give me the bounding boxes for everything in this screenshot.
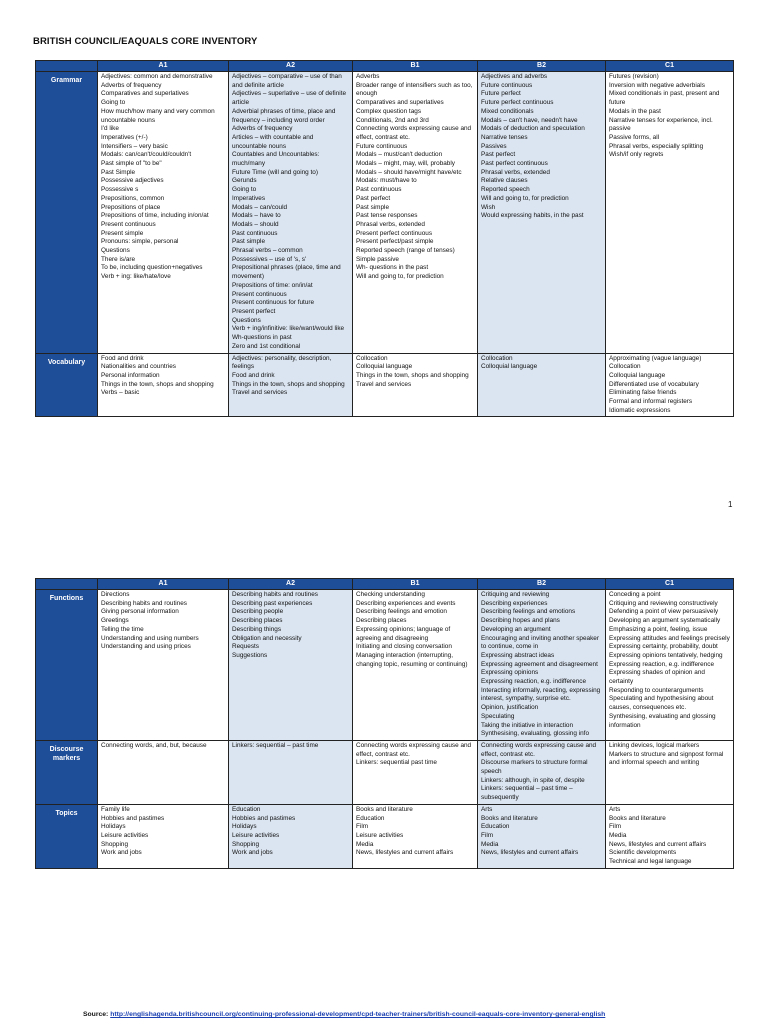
- cell-item: Things in the town, shops and shopping: [101, 380, 214, 388]
- cell-item: Comparatives and superlatives: [356, 99, 444, 107]
- cell-item: Passives: [481, 142, 507, 150]
- cell-item: Prepositions, common: [101, 194, 165, 202]
- cell-item: How much/how many and very common uncountable nouns: [101, 107, 215, 124]
- header-level: A1: [98, 579, 229, 590]
- cell-item: Expressing opinions tentatively, hedging: [609, 651, 723, 659]
- cell-item: Formal and informal registers: [609, 398, 693, 406]
- cell-item: Describing people: [232, 608, 284, 616]
- cell-item: Modals: can/can't/could/couldn't: [101, 151, 192, 159]
- cell-item: Questions: [101, 247, 130, 255]
- cell-item: Describing habits and routines: [232, 591, 318, 598]
- cell-item: Present perfect continuous: [356, 229, 433, 237]
- cell-item: Comparatives and superlatives: [101, 90, 189, 98]
- cell-item: Things in the town, shops and shopping: [356, 371, 469, 379]
- cell-item: Present continuous: [232, 290, 287, 298]
- cell-item: Adjectives: common and demonstrative: [101, 73, 213, 80]
- cell-item: Expressing reaction, e.g. indifference: [481, 678, 587, 686]
- cell-item: Speculating: [481, 712, 515, 720]
- row-category: Topics: [36, 804, 98, 868]
- cell-item: Understanding and using prices: [101, 643, 191, 651]
- table-cell: [229, 590, 353, 741]
- cell-item: Film: [481, 831, 494, 839]
- cell-item: Linkers: sequential – past time: [232, 741, 319, 749]
- cell-item: Critiquing and reviewing constructively: [609, 599, 718, 607]
- cell-item: Personal information: [101, 371, 160, 379]
- cell-item: Modals – should have/might have/etc: [356, 168, 462, 176]
- cell-item: Past perfect continuous: [481, 160, 548, 168]
- cell-item: Narrative tenses: [481, 133, 528, 141]
- table-cell: [98, 353, 229, 417]
- cell-item: Possessives – use of 's, s': [232, 255, 307, 263]
- cell-item: Conditionals, 2nd and 3rd: [356, 116, 429, 124]
- cell-item: Verbs – basic: [101, 389, 140, 397]
- cell-item: Nationalities and countries: [101, 363, 176, 371]
- cell-item: Food and drink: [101, 354, 144, 362]
- cell-item: Possessive adjectives: [101, 177, 164, 185]
- cell-item: Linkers: sequential past time: [356, 759, 437, 767]
- cell-item: Intensifiers – very basic: [101, 142, 168, 150]
- cell-item: Expressing reaction, e.g. indifference: [609, 660, 715, 668]
- cell-item: Phrasal verbs, extended: [356, 220, 425, 228]
- table-cell: [98, 740, 229, 804]
- cell-item: Adjectives and adverbs: [481, 73, 548, 80]
- cell-item: Expressing agreement and disagreement: [481, 660, 598, 668]
- cell-item: Differentiated use of vocabulary: [609, 380, 699, 388]
- cell-item: Requests: [232, 643, 259, 651]
- table-cell: [606, 740, 734, 804]
- cell-item: Interacting informally, reacting, expressing interest, sympathy, surprise etc.: [481, 686, 601, 703]
- cell-item: Adverbs of frequency: [232, 125, 293, 133]
- table-cell: [353, 804, 478, 868]
- cell-item: Understanding and using numbers: [101, 634, 199, 642]
- header-level: A1: [98, 61, 229, 72]
- table-cell: [478, 804, 606, 868]
- cell-item: Adverbs: [356, 73, 380, 80]
- cell-item: Media: [609, 831, 627, 839]
- cell-item: Will and going to, for prediction: [481, 194, 569, 202]
- cell-item: Verb + ing/infinitive: like/want/would like: [232, 325, 345, 333]
- cell-item: Would expressing habits, in the past: [481, 212, 584, 220]
- cell-item: Telling the time: [101, 625, 144, 633]
- cell-item: Present continuous: [101, 220, 156, 228]
- cell-item: Gerunds: [232, 177, 257, 185]
- header-level: C1: [606, 579, 734, 590]
- cell-item: Past continuous: [356, 186, 402, 194]
- cell-item: I'd like: [101, 125, 119, 133]
- cell-item: Past simple of "to be": [101, 160, 162, 168]
- cell-item: To be, including question+negatives: [101, 264, 203, 272]
- cell-item: Suggestions: [232, 651, 268, 659]
- cell-item: Articles – with countable and uncountable nouns: [232, 133, 314, 150]
- cell-item: Modals: must/have to: [356, 177, 417, 185]
- header-corner: [36, 61, 98, 72]
- cell-item: Media: [481, 840, 499, 848]
- cell-item: Phrasal verbs – common: [232, 247, 303, 255]
- table-cell: [478, 353, 606, 417]
- cell-item: Will and going to, for prediction: [356, 273, 444, 281]
- cell-item: Present simple: [101, 229, 144, 237]
- cell-item: Wh-questions in past: [232, 334, 292, 342]
- table-row: [36, 804, 734, 868]
- cell-item: Adjectives – superlative – use of definite article: [232, 90, 347, 107]
- cell-item: Opinion, justification: [481, 704, 539, 712]
- cell-item: Books and literature: [481, 814, 538, 822]
- cell-item: Prepositions of time: on/in/at: [232, 281, 313, 289]
- cell-item: Modals – should: [232, 220, 279, 228]
- cell-item: Prepositions of place: [101, 203, 161, 211]
- cell-item: Checking understanding: [356, 591, 425, 598]
- cell-item: Imperatives (+/-): [101, 133, 148, 141]
- header-level: C1: [606, 61, 734, 72]
- cell-item: Encouraging and inviting another speaker to continue, come in: [481, 634, 599, 651]
- table-cell: [98, 804, 229, 868]
- cell-item: Holidays: [101, 823, 126, 831]
- table-cell: [606, 353, 734, 417]
- cell-item: Modals of deduction and speculation: [481, 125, 585, 133]
- cell-item: Mixed conditionals: [481, 107, 534, 115]
- table-cell: [478, 72, 606, 354]
- cell-item: Managing interaction (interrupting, changing topic, resuming or continuing): [356, 651, 468, 668]
- cell-item: Expressing shades of opinion and certainty: [609, 669, 705, 686]
- cell-item: Future perfect continuous: [481, 99, 554, 107]
- cell-item: Hobbies and pastimes: [232, 814, 296, 822]
- cell-item: Describing past experiences: [232, 599, 313, 607]
- cell-item: Collocation: [609, 363, 641, 371]
- cell-item: Responding to counterarguments: [609, 686, 704, 694]
- cell-item: Modals – must/can't deduction: [356, 151, 443, 159]
- header-level: B1: [353, 579, 478, 590]
- cell-item: Developing an argument systematically: [609, 617, 721, 625]
- cell-item: Futures (revision): [609, 73, 659, 80]
- cell-item: Travel and services: [356, 380, 412, 388]
- table-cell: [229, 353, 353, 417]
- table-cell: [229, 72, 353, 354]
- cell-item: Critiquing and reviewing: [481, 591, 550, 598]
- cell-item: Wish/if only regrets: [609, 151, 664, 159]
- table-cell: [229, 740, 353, 804]
- cell-item: Books and literature: [609, 814, 666, 822]
- cell-item: Future continuous: [356, 142, 408, 150]
- cell-item: Complex question tags: [356, 107, 422, 115]
- table-cell: [353, 72, 478, 354]
- table-cell: [353, 590, 478, 741]
- cell-item: Connecting words expressing cause and effect, contrast etc.: [356, 741, 472, 758]
- cell-item: Connecting words expressing cause and effect, contrast etc.: [481, 741, 597, 758]
- cell-item: Past continuous: [232, 229, 278, 237]
- cell-item: Markers to structure and signpost formal and informal speech and writing: [609, 750, 724, 767]
- cell-item: Imperatives: [232, 194, 266, 202]
- table-cell: [478, 740, 606, 804]
- cell-item: Connecting words, and, but, because: [101, 741, 207, 749]
- cell-item: Wh- questions in the past: [356, 264, 429, 272]
- cell-item: Past simple: [232, 238, 266, 246]
- cell-item: Leisure activities: [101, 831, 149, 839]
- cell-item: Holidays: [232, 823, 257, 831]
- cell-item: Modals in the past: [609, 107, 661, 115]
- cell-item: Idiomatic expressions: [609, 406, 671, 414]
- cell-item: Technical and legal language: [609, 858, 692, 866]
- table-cell: [353, 353, 478, 417]
- cell-item: Expressing opinions: [481, 669, 539, 677]
- table-cell: [478, 590, 606, 741]
- source-label: Source:: [83, 1011, 109, 1018]
- cell-item: Synthesising, evaluating and glossing information: [609, 712, 716, 729]
- cell-item: Collocation: [481, 354, 513, 362]
- cell-item: Leisure activities: [356, 831, 404, 839]
- cell-item: Describing things: [232, 625, 282, 633]
- row-category: Vocabulary: [36, 353, 98, 417]
- cell-item: Education: [481, 823, 510, 831]
- source-link[interactable]: http://englishagenda.britishcouncil.org/continuing-professional-development/cpd-teacher-trainers/british-council-eaquals-core-inventory-general-english: [110, 1011, 606, 1018]
- cell-item: Present perfect: [232, 307, 276, 315]
- table-cell: [606, 804, 734, 868]
- cell-item: Describing places: [232, 617, 283, 625]
- cell-item: Film: [609, 823, 622, 831]
- cell-item: Past tense responses: [356, 212, 418, 220]
- document-title: BRITISH COUNCIL/EAQUALS CORE INVENTORY: [33, 36, 258, 47]
- cell-item: Describing hopes and plans: [481, 617, 560, 625]
- table-cell: [353, 740, 478, 804]
- cell-item: Modals – might, may, will, probably: [356, 160, 455, 168]
- header-level: B1: [353, 61, 478, 72]
- cell-item: Colloquial language: [481, 363, 538, 371]
- header-corner: [36, 579, 98, 590]
- cell-item: Arts: [609, 805, 621, 813]
- table-cell: [98, 590, 229, 741]
- page-number: 1: [728, 500, 733, 509]
- cell-item: Reported speech (range of tenses): [356, 247, 455, 255]
- cell-item: Present perfect/past simple: [356, 238, 434, 246]
- cell-item: Family life: [101, 805, 130, 813]
- row-category: Grammar: [36, 72, 98, 354]
- cell-item: Colloquial language: [609, 371, 666, 379]
- inventory-table-functions-discourse-topics: [35, 578, 734, 869]
- cell-item: Inversion with negative adverbials: [609, 81, 705, 89]
- cell-item: Taking the initiative in interaction: [481, 721, 574, 729]
- cell-item: Simple passive: [356, 255, 399, 263]
- cell-item: Past Simple: [101, 168, 136, 176]
- cell-item: Obligation and necessity: [232, 634, 302, 642]
- table-row: [36, 590, 734, 741]
- cell-item: Arts: [481, 805, 493, 813]
- cell-item: Questions: [232, 316, 261, 324]
- cell-item: Describing feelings and emotion: [356, 608, 447, 616]
- table-cell: [606, 590, 734, 741]
- cell-item: Describing places: [356, 617, 407, 625]
- cell-item: Reported speech: [481, 186, 530, 194]
- table-row: [36, 740, 734, 804]
- table-cell: [606, 72, 734, 354]
- cell-item: Phrasal verbs, especially splitting: [609, 142, 704, 150]
- cell-item: Modals – can/could: [232, 203, 288, 211]
- cell-item: Going to: [101, 99, 126, 107]
- cell-item: Expressing opinions; language of agreeing and disagreeing: [356, 625, 451, 642]
- cell-item: Modals – have to: [232, 212, 281, 220]
- cell-item: Present continuous for future: [232, 299, 315, 307]
- cell-item: Film: [356, 823, 369, 831]
- inventory-table-grammar-vocabulary: [35, 60, 734, 417]
- cell-item: Education: [232, 805, 261, 813]
- cell-item: Describing experiences: [481, 599, 548, 607]
- cell-item: Defending a point of view persuasively: [609, 608, 719, 616]
- cell-item: Work and jobs: [232, 849, 273, 857]
- cell-item: Past simple: [356, 203, 390, 211]
- cell-item: Passive forms, all: [609, 133, 660, 141]
- cell-item: Adverbs of frequency: [101, 81, 162, 89]
- cell-item: Future Time (will and going to): [232, 168, 318, 176]
- header-level: B2: [478, 61, 606, 72]
- header-level: A2: [229, 579, 353, 590]
- cell-item: Hobbies and pastimes: [101, 814, 165, 822]
- cell-item: Prepositions of time, including in/on/at: [101, 212, 209, 220]
- cell-item: There is/are: [101, 255, 136, 263]
- cell-item: Past perfect: [481, 151, 516, 159]
- cell-item: Describing habits and routines: [101, 599, 187, 607]
- cell-item: Expressing abstract ideas: [481, 651, 555, 659]
- cell-item: Adjectives – comparative – use of than and definite article: [232, 73, 342, 89]
- table-header-row: [36, 61, 734, 72]
- cell-item: Wish: [481, 203, 496, 211]
- cell-item: Leisure activities: [232, 831, 280, 839]
- cell-item: Conceding a point: [609, 591, 661, 598]
- cell-item: Connecting words expressing cause and effect, contrast etc.: [356, 125, 472, 141]
- cell-item: Eliminating false friends: [609, 389, 677, 397]
- cell-item: News, lifestyles and current affairs: [481, 849, 579, 857]
- cell-item: Future continuous: [481, 81, 533, 89]
- cell-item: Past perfect: [356, 194, 391, 202]
- cell-item: Travel and services: [232, 389, 288, 397]
- cell-item: Shopping: [101, 840, 129, 848]
- cell-item: Expressing attitudes and feelings precisely: [609, 634, 730, 642]
- cell-item: Adverbial phrases of time, place and frequency – including word order: [232, 107, 336, 124]
- cell-item: Expressing certainty, probability, doubt: [609, 643, 718, 651]
- cell-item: News, lifestyles and current affairs: [356, 849, 454, 857]
- cell-item: Giving personal information: [101, 608, 179, 616]
- cell-item: Emphasizing a point, feeling, issue: [609, 625, 708, 633]
- cell-item: Developing an argument: [481, 625, 551, 633]
- cell-item: Possessive s: [101, 186, 139, 194]
- cell-item: Linking devices, logical markers: [609, 741, 700, 749]
- cell-item: Modals – can't have, needn't have: [481, 116, 578, 124]
- cell-item: Pronouns: simple, personal: [101, 238, 179, 246]
- cell-item: Relative clauses: [481, 177, 528, 185]
- cell-item: Things in the town, shops and shopping: [232, 380, 345, 388]
- cell-item: Work and jobs: [101, 849, 142, 857]
- table-cell: [229, 804, 353, 868]
- cell-item: Adjectives: personality, description, feelings: [232, 354, 332, 371]
- table-row: [36, 353, 734, 417]
- cell-item: News, lifestyles and current affairs: [609, 840, 707, 848]
- cell-item: Media: [356, 840, 374, 848]
- cell-item: Synthesising, evaluating, glossing info: [481, 730, 589, 738]
- cell-item: Initiating and closing conversation: [356, 643, 452, 651]
- table-header-row: [36, 579, 734, 590]
- cell-item: Discourse markers to structure formal speech: [481, 759, 588, 776]
- cell-item: Greetings: [101, 617, 129, 625]
- cell-item: Phrasal verbs, extended: [481, 168, 550, 176]
- cell-item: Speculating and hypothesising about causes, consequences etc.: [609, 695, 714, 712]
- cell-item: Approximating (vague language): [609, 354, 702, 362]
- cell-item: Narrative tenses for experience, incl. passive: [609, 116, 713, 133]
- header-level: A2: [229, 61, 353, 72]
- cell-item: Zero and 1st conditional: [232, 342, 301, 350]
- header-level: B2: [478, 579, 606, 590]
- cell-item: Books and literature: [356, 805, 413, 813]
- cell-item: Mixed conditionals in past, present and future: [609, 90, 720, 107]
- table-row: [36, 72, 734, 354]
- cell-item: Shopping: [232, 840, 260, 848]
- cell-item: Colloquial language: [356, 363, 413, 371]
- cell-item: Describing experiences and events: [356, 599, 456, 607]
- cell-item: Going to: [232, 186, 257, 194]
- cell-item: Directions: [101, 591, 130, 598]
- row-category: Functions: [36, 590, 98, 741]
- cell-item: Describing feelings and emotions: [481, 608, 576, 616]
- cell-item: Countables and Uncountables: much/many: [232, 151, 320, 168]
- cell-item: Future perfect: [481, 90, 521, 98]
- row-category: Discourse markers: [36, 740, 98, 804]
- cell-item: Scientific developments: [609, 849, 677, 857]
- cell-item: Food and drink: [232, 371, 275, 379]
- cell-item: Prepositional phrases (place, time and movement): [232, 264, 341, 281]
- source-line: [83, 1011, 605, 1018]
- cell-item: Broader range of intensifiers such as too, enough: [356, 81, 473, 98]
- cell-item: Education: [356, 814, 385, 822]
- cell-item: Verb + ing: like/hate/love: [101, 273, 171, 281]
- cell-item: Linkers: although, in spite of, despite Linkers: sequential – past time – subsequently: [481, 776, 585, 802]
- cell-item: Collocation: [356, 354, 388, 362]
- table-cell: [98, 72, 229, 354]
